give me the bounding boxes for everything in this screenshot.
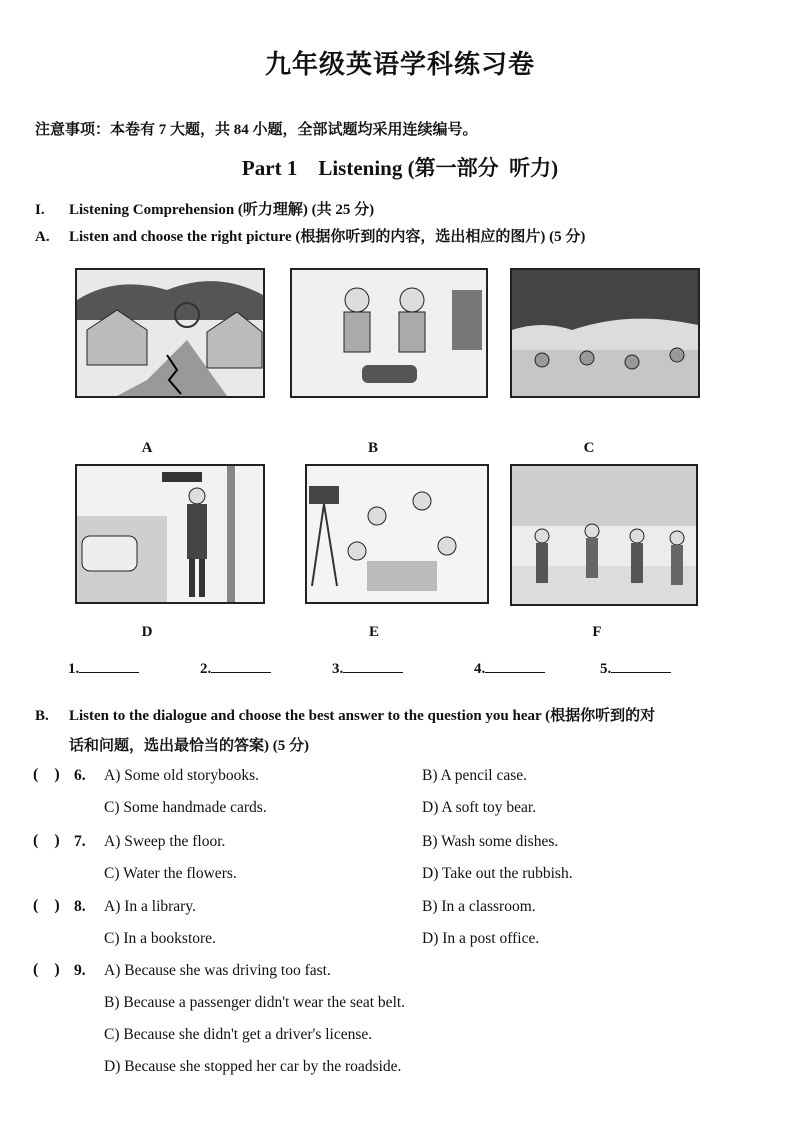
picture-label-a: A [141, 440, 153, 456]
answer-paren-9[interactable]: ( ) [33, 961, 60, 978]
question-number-6: 6. [74, 767, 86, 784]
answer-blank-4[interactable] [474, 658, 545, 678]
picture-d-man-on-street [75, 464, 265, 604]
notice-text: 注意事项：本卷有 7 大题，共 84 小题，全部试题均采用连续编号。 [35, 122, 478, 138]
q7-option-d: D) Take out the rubbish. [422, 865, 573, 882]
q9-option-d: D) Because she stopped her car by the roadside. [104, 1058, 402, 1075]
q9-option-a: A) Because she was driving too fast. [104, 962, 331, 979]
picture-label-b: B [367, 440, 378, 456]
picture-label-c: C [583, 440, 595, 456]
q9-option-c: C) Because she didn't get a driver's license. [104, 1026, 373, 1043]
section-b-text-1: Listen to the dialogue and choose the best answer to the question you hear (根据你听到的对 [69, 708, 656, 724]
picture-c-storm-beach [510, 268, 700, 398]
question-number-8: 8. [74, 898, 86, 915]
section-a-heading [35, 225, 585, 246]
q9-option-b: B) Because a passenger didn't wear the seat belt. [104, 994, 406, 1011]
blank-number: 1. [68, 661, 80, 677]
q6-option-d: D) A soft toy bear. [422, 799, 537, 816]
answer-blank-2[interactable] [200, 658, 271, 678]
q6-option-c: C) Some handmade cards. [104, 799, 267, 816]
blank-line[interactable] [211, 658, 271, 673]
picture-e-family-crafts [305, 464, 489, 604]
blank-line[interactable] [611, 658, 671, 673]
section-b-label: B. [35, 708, 49, 724]
section-i-text: Listening Comprehension (听力理解) (共 25 分) [69, 202, 375, 218]
picture-a-earthquake [75, 268, 265, 398]
blank-line[interactable] [485, 658, 545, 673]
answer-paren-6[interactable]: ( ) [33, 766, 60, 783]
section-b-heading [35, 704, 655, 725]
blank-number: 3. [332, 661, 344, 677]
picture-label-d: D [141, 624, 153, 640]
section-a-label: A. [35, 229, 50, 245]
picture-label-f: F [592, 624, 602, 640]
section-i-heading [35, 198, 374, 219]
picture-b-kids-arguing [290, 268, 488, 398]
q6-option-b: B) A pencil case. [422, 767, 528, 784]
blank-number: 5. [600, 661, 612, 677]
answer-paren-8[interactable]: ( ) [33, 897, 60, 914]
section-a-text: Listen and choose the right picture (根据你听到的内容，选出相应的图片) (5 分) [69, 229, 586, 245]
blank-number: 2. [200, 661, 212, 677]
section-b-text-2: 话和问题，选出最恰当的答案) (5 分) [69, 738, 309, 754]
blank-line[interactable] [343, 658, 403, 673]
answer-blank-3[interactable] [332, 658, 403, 678]
q7-option-b: B) Wash some dishes. [422, 833, 559, 850]
page-title: 九年级英语学科练习卷 [264, 50, 535, 79]
q6-option-a: A) Some old storybooks. [104, 767, 259, 784]
answer-blank-1[interactable] [68, 658, 139, 678]
picture-label-e: E [368, 624, 379, 640]
blank-number: 4. [474, 661, 486, 677]
question-number-7: 7. [74, 833, 86, 850]
q7-option-c: C) Water the flowers. [104, 865, 237, 882]
q8-option-d: D) In a post office. [422, 930, 540, 947]
part-heading: Part 1 Listening (第一部分 听力) [241, 156, 559, 180]
q7-option-a: A) Sweep the floor. [104, 833, 226, 850]
section-i-label: I. [35, 202, 45, 218]
q8-option-c: C) In a bookstore. [104, 930, 216, 947]
picture-f-community-helpers [510, 464, 698, 606]
q8-option-a: A) In a library. [104, 898, 196, 915]
blank-line[interactable] [79, 658, 139, 673]
answer-paren-7[interactable]: ( ) [33, 832, 60, 849]
question-number-9: 9. [74, 962, 86, 979]
q8-option-b: B) In a classroom. [422, 898, 536, 915]
answer-blank-5[interactable] [600, 658, 671, 678]
